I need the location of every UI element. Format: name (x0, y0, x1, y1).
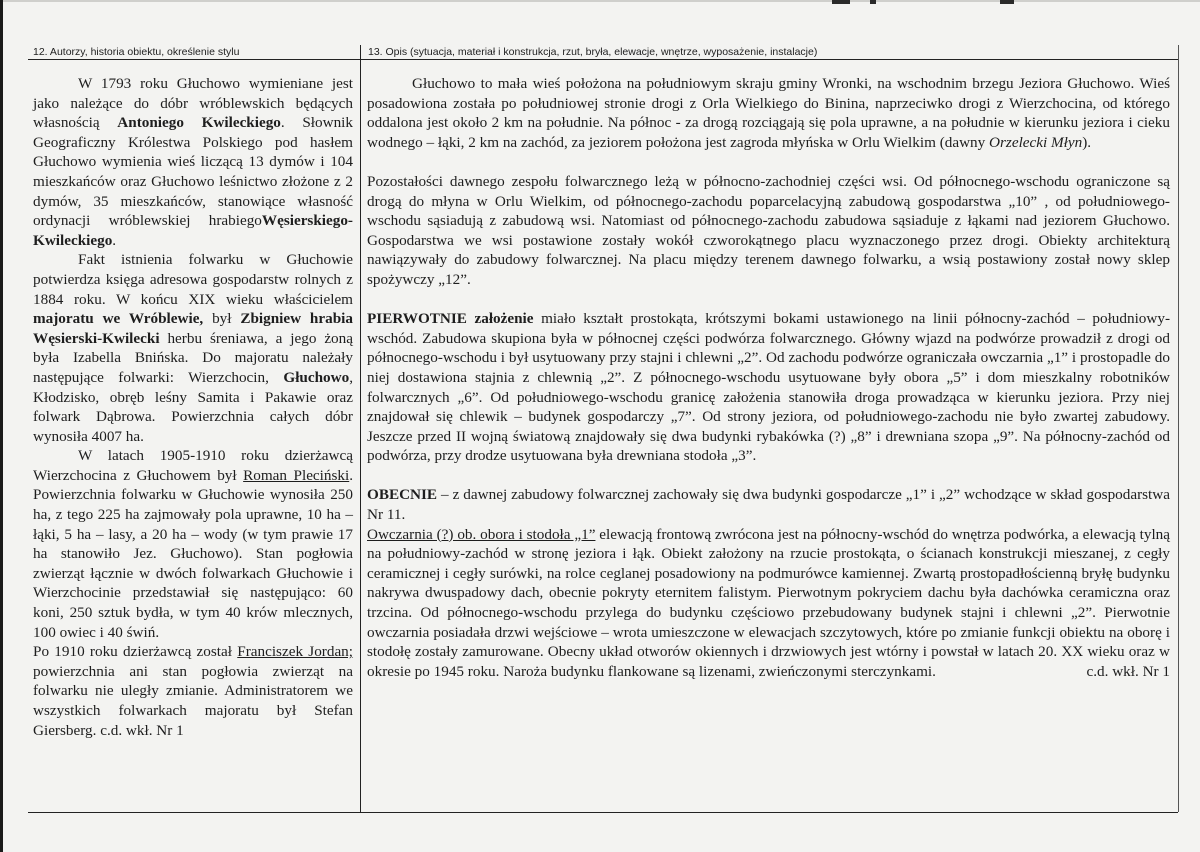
person-name: Franciszek Jordan; (237, 643, 354, 661)
building-name: Owczarnia (?) ob. obora i stodoła „1” (367, 525, 596, 543)
text-span: – z dawnej zabudowy folwarcznej zachowały się dwa budynki gospodarcze „1” i „2” wchodzące w skład gospodarstwa Nr 11. (367, 486, 1170, 524)
text-span: powierzchnia ani stan pogłowia zwierząt na folwarku nie uległy zmianie. Administratorem we wszystkich folwarkach majoratu był Stefan Giersberg. c.d. wkł. Nr 1 (33, 662, 353, 739)
person-name: Antoniego Kwileckiego (117, 114, 281, 132)
text-span: , Kłodzisko, obręb leśny Samita i Pakawie oraz folwark Dąbrowa. Powierzchnia całych dóbr wynosiła 4007 ha. (33, 368, 353, 445)
text-span: elewacją frontową zwrócona jest na północny-wschód do wnętrza podwórka, a elewacją tylną na południowy-zachód w stronę jeziora i łąk. Obiekt założony na rzucie prostokąta, o ścianach konstrukcji mieszanej, z cegły ceramicznej i cegły surówki, na rolce ceglanej posadowiony na podmurówce kamiennej. Zwartą prostopadłościenną bryłę budynku nakrywa dwuspadowy dach, obecnie pokryty eternitem falistym. Pierwotnym pokryciem dachu była dachówka ceramiczna oraz trzcina. Od północnego-wschodu przylega do budynku częściowo przebudowany budynek stajni i chlewni „2”. Pierwotnie owczarnia posiadała drzwi wejściowe – wrota umieszczone w elewacjach szczytowych, które po zmianie funkcji obiektu na oborę i stodołę zostały zamurowane. Obecny układ otworów okiennych i drzwiowych jest wtórny i powstał w latach 20. XX wieku oraz w okresie po 1945 roku. Naroża budynku flankowane są lizenami, zwieńczonymi sterczynkami. (367, 525, 1171, 680)
section-13-header: 13. Opis (sytuacja, materiał i konstrukcja, rzut, bryła, elewacje, wnętrze, wyposażenie, instalacje) (368, 46, 818, 58)
place-name: Orzelecki Młyn (989, 133, 1083, 151)
text-span: Po 1910 roku dzierżawcą został (33, 643, 238, 661)
history-paragraph-3 (33, 446, 353, 642)
text-span: herbu śreniawa, a jego żoną była Izabella Bnińska. Do majoratu należały następujące folwarki: Wierzchocin, (33, 329, 353, 386)
text-span: ). (1082, 133, 1092, 151)
column-divider (360, 45, 361, 812)
header-rule (28, 59, 1178, 60)
description-column (367, 74, 1170, 681)
description-paragraph-current (367, 485, 1170, 524)
section-keyword: PIERWOTNIE założenie (367, 310, 534, 328)
history-column (33, 74, 353, 740)
section-keyword: OBECNIE (367, 486, 438, 504)
scan-edge-top (0, 0, 1200, 2)
history-paragraph-4 (33, 642, 353, 740)
history-paragraph-2 (33, 250, 353, 446)
text-span: Fakt istnienia folwarku w Głuchowie potwierdza księga adresowa gospodarstw rolnych z 1884 roku. W końcu XIX wieku właścicielem (33, 251, 353, 308)
table-right-border (1178, 45, 1179, 812)
section-12-header: 12. Autorzy, historia obiektu, określenie stylu (33, 46, 240, 58)
text-span: Głuchowo to mała wieś położona na południowym skraju gminy Wronki, na wschodnim brzegu Jeziora Głuchowo. Wieś posadowiona została po południowej stronie drogi z Orla Wielkiego do Binina, naprzeciwko drogi z Wierzchocina, od którego oddalona jest około 2 km na południe. Na północ - za drogą rozciągają się pola uprawne, a na południe w kierunku jeziora i cieku wodnego – łąki, 2 km na zachód, za jeziorem położona jest zagroda młyńska w Orlu Wielkim (dawny (367, 75, 1170, 151)
text-span: . Powierzchnia folwarku w Głuchowie wynosiła 250 ha, z tego 225 ha zajmowały pola uprawne, 10 ha – łąki, 5 ha – lasy, a 20 ha – wody (w tym prawie 17 ha stanowiło Jez. Głuchowo). Stan pogłowia zwierząt łącznie w dwóch folwarkach Głuchowie i Wierzchocinie przedstawiał się następująco: 60 koni, 250 sztuk bydła, w tym 40 krów mlecznych, 100 owiec i 40 świń. (33, 466, 354, 641)
person-name: Zbigniew hrabia Węsierski-Kwilecki (33, 310, 353, 347)
description-paragraph-original (367, 309, 1170, 466)
estate-name: majoratu we Wróblewie, (33, 310, 204, 328)
scan-mark (832, 0, 850, 4)
text-span: . (112, 231, 117, 249)
place-name: Głuchowo (283, 368, 350, 386)
text-span: był (203, 310, 241, 328)
text-span: W 1793 roku Głuchowo wymieniane jest jako należące do dóbr wróblewskich będących własnością (33, 75, 353, 132)
footer-rule (28, 812, 1178, 813)
continued-note: c.d. wkł. Nr 1 (1086, 662, 1170, 680)
text-span: miało kształt prostokąta, krótszymi bokami ustawionego na linii północny-zachód – południowy-wschód. Zabudowa skupiona była w północnej części podwórza folwarcznego. Główny wjazd na podwórze prowadził z drogi od północnego-wschodu i był usytuowany przy stajni i chlewni „2”. Od zachodu podwórze ograniczała owczarnia „1” i prostopadle do niej dostawiona stajnia z chlewnią „2”. Z północnego-wschodu usytuowane były obora „5” i dom mieszkalny robotników folwarcznych „6”. Od południowego-wschodu granicę założenia stanowiła droga prowadząca w kierunku jeziora. Przy niej znajdował się chlewik – budynek gospodarczy „7”. Od strony jeziora, od południowego-zachodu nie było zwartej zabudowy. Jeszcze przed II wojną światową znajdowały się dwa budynki rybakówka (?) „8” i drewniana szopa „9”. Na północny-zachód od podwórza, przy drodze usytuowana była drewniana stodoła „3”. (367, 310, 1170, 465)
description-paragraph-location (367, 74, 1170, 152)
scan-edge-left (0, 0, 3, 852)
text-span: . Słownik Geograficzny Królestwa Polskiego pod hasłem Głuchowo wymienia wieś liczącą 13 dymów i 104 mieszkańców oraz Głuchowo leśnictwo złożone z 2 dymów, 35 mieszkańców, stanowiące własność ordynacji wróblewskiej hrabiego (33, 114, 353, 230)
scan-mark (870, 0, 876, 4)
text-span: W latach 1905-1910 roku dzierżawcą Wierzchocina z Głuchowem był (33, 447, 353, 484)
description-paragraph-building-1 (367, 525, 1170, 682)
person-name: Węsierskiego-Kwileckiego (33, 212, 353, 249)
description-paragraph-remains: Pozostałości dawnego zespołu folwarcznego leżą w północno-zachodniej części wsi. Od północnego-wschodu ograniczone są drogą do młyna w Orlu Wielkim, od północnego-zachodu poparcelacyjną zabudową gospodarstwa „10” , od południowego-wschodu sąsiadują z zabudową wsi. Natomiast od północnego-zachodu zabudowa sąsiaduje z łąkami nad jeziorem Głuchowo. Gospodarstwa we wsi postawione zostały wokół czworokątnego placu wyznaczonego przez drogi. Obiekty architekturą nawiązywały do zabudowy folwarcznej. Na placu między terenem dawnego folwarku, a wsią postawiony został nowy sklep spożywczy „12”. (367, 172, 1170, 288)
history-paragraph-1 (33, 74, 353, 250)
scan-mark (1000, 0, 1014, 4)
person-name: Roman Pleciński (243, 466, 350, 484)
